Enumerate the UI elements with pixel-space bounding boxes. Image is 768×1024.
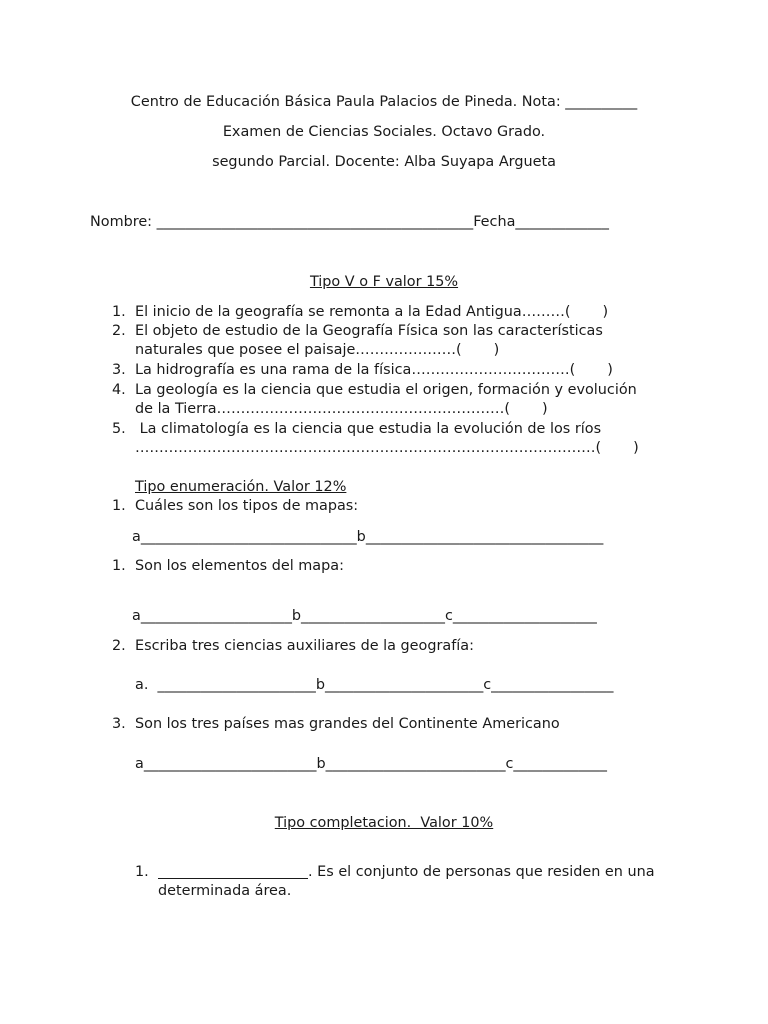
vf-item-4-text-cont: de la Tierra……………………………………………………( )	[135, 401, 548, 417]
complete-item-text: . Es el conjunto de personas que residen en una	[308, 864, 655, 880]
section-enumeracion-title: Tipo enumeración. Valor 12%	[135, 479, 347, 495]
vf-item-4-text: La geología es la ciencia que estudia el origen, formación y evolución	[135, 382, 637, 398]
vf-item-2-text-cont: naturales que posee el paisaje…………………( )	[135, 342, 500, 358]
enum-q1-answer: a______________________________b_________________________________	[132, 529, 604, 545]
vf-item-3-num: 3.	[112, 362, 126, 378]
complete-item-text-cont: determinada área.	[158, 883, 292, 899]
vf-item-4-num: 4.	[112, 382, 126, 398]
section-completacion-title: Tipo completacion. Valor 10%	[274, 815, 494, 831]
header-line-2: Examen de Ciencias Sociales. Octavo Grado.	[222, 124, 546, 140]
complete-item-blank	[158, 864, 308, 879]
vf-item-5-text: La climatología es la ciencia que estudia la evolución de los ríos	[135, 421, 602, 437]
header-line-1: Centro de Educación Básica Paula Palacios de Pineda. Nota: __________	[130, 94, 638, 110]
name-date-line: Nombre: ____________________________________________Fecha_____________	[90, 214, 609, 230]
vf-item-5-text-cont: ……………………………………………………………………………………( )	[135, 440, 639, 456]
enum-q3-text: Escriba tres ciencias auxiliares de la geografía:	[135, 638, 474, 654]
complete-item-num: 1.	[135, 864, 149, 880]
section-vf-title: Tipo V o F valor 15%	[309, 274, 459, 290]
vf-item-2-num: 2.	[112, 323, 126, 339]
vf-item-3-text: La hidrografía es una rama de la física……………………………( )	[135, 362, 613, 378]
enum-q1-num: 1.	[112, 498, 126, 514]
enum-q2-num: 1.	[112, 558, 126, 574]
vf-item-2-text: El objeto de estudio de la Geografía Física son las características	[135, 323, 603, 339]
enum-q3-answer: a. ______________________b______________________c_________________	[135, 677, 614, 693]
enum-q4-num: 3.	[112, 716, 126, 732]
enum-q2-answer: a_____________________b____________________c____________________	[132, 608, 597, 624]
vf-item-5-num: 5.	[112, 421, 126, 437]
enum-q2-text: Son los elementos del mapa:	[135, 558, 344, 574]
vf-item-1-num: 1.	[112, 304, 126, 320]
enum-q4-text: Son los tres países mas grandes del Continente Americano	[135, 716, 560, 732]
enum-q1-text: Cuáles son los tipos de mapas:	[135, 498, 359, 514]
vf-item-1-text: El inicio de la geografía se remonta a la Edad Antigua………( )	[135, 304, 609, 320]
enum-q3-num: 2.	[112, 638, 126, 654]
header-line-3: segundo Parcial. Docente: Alba Suyapa Argueta	[212, 154, 556, 170]
enum-q4-answer: a________________________b_________________________c_____________	[135, 756, 607, 772]
